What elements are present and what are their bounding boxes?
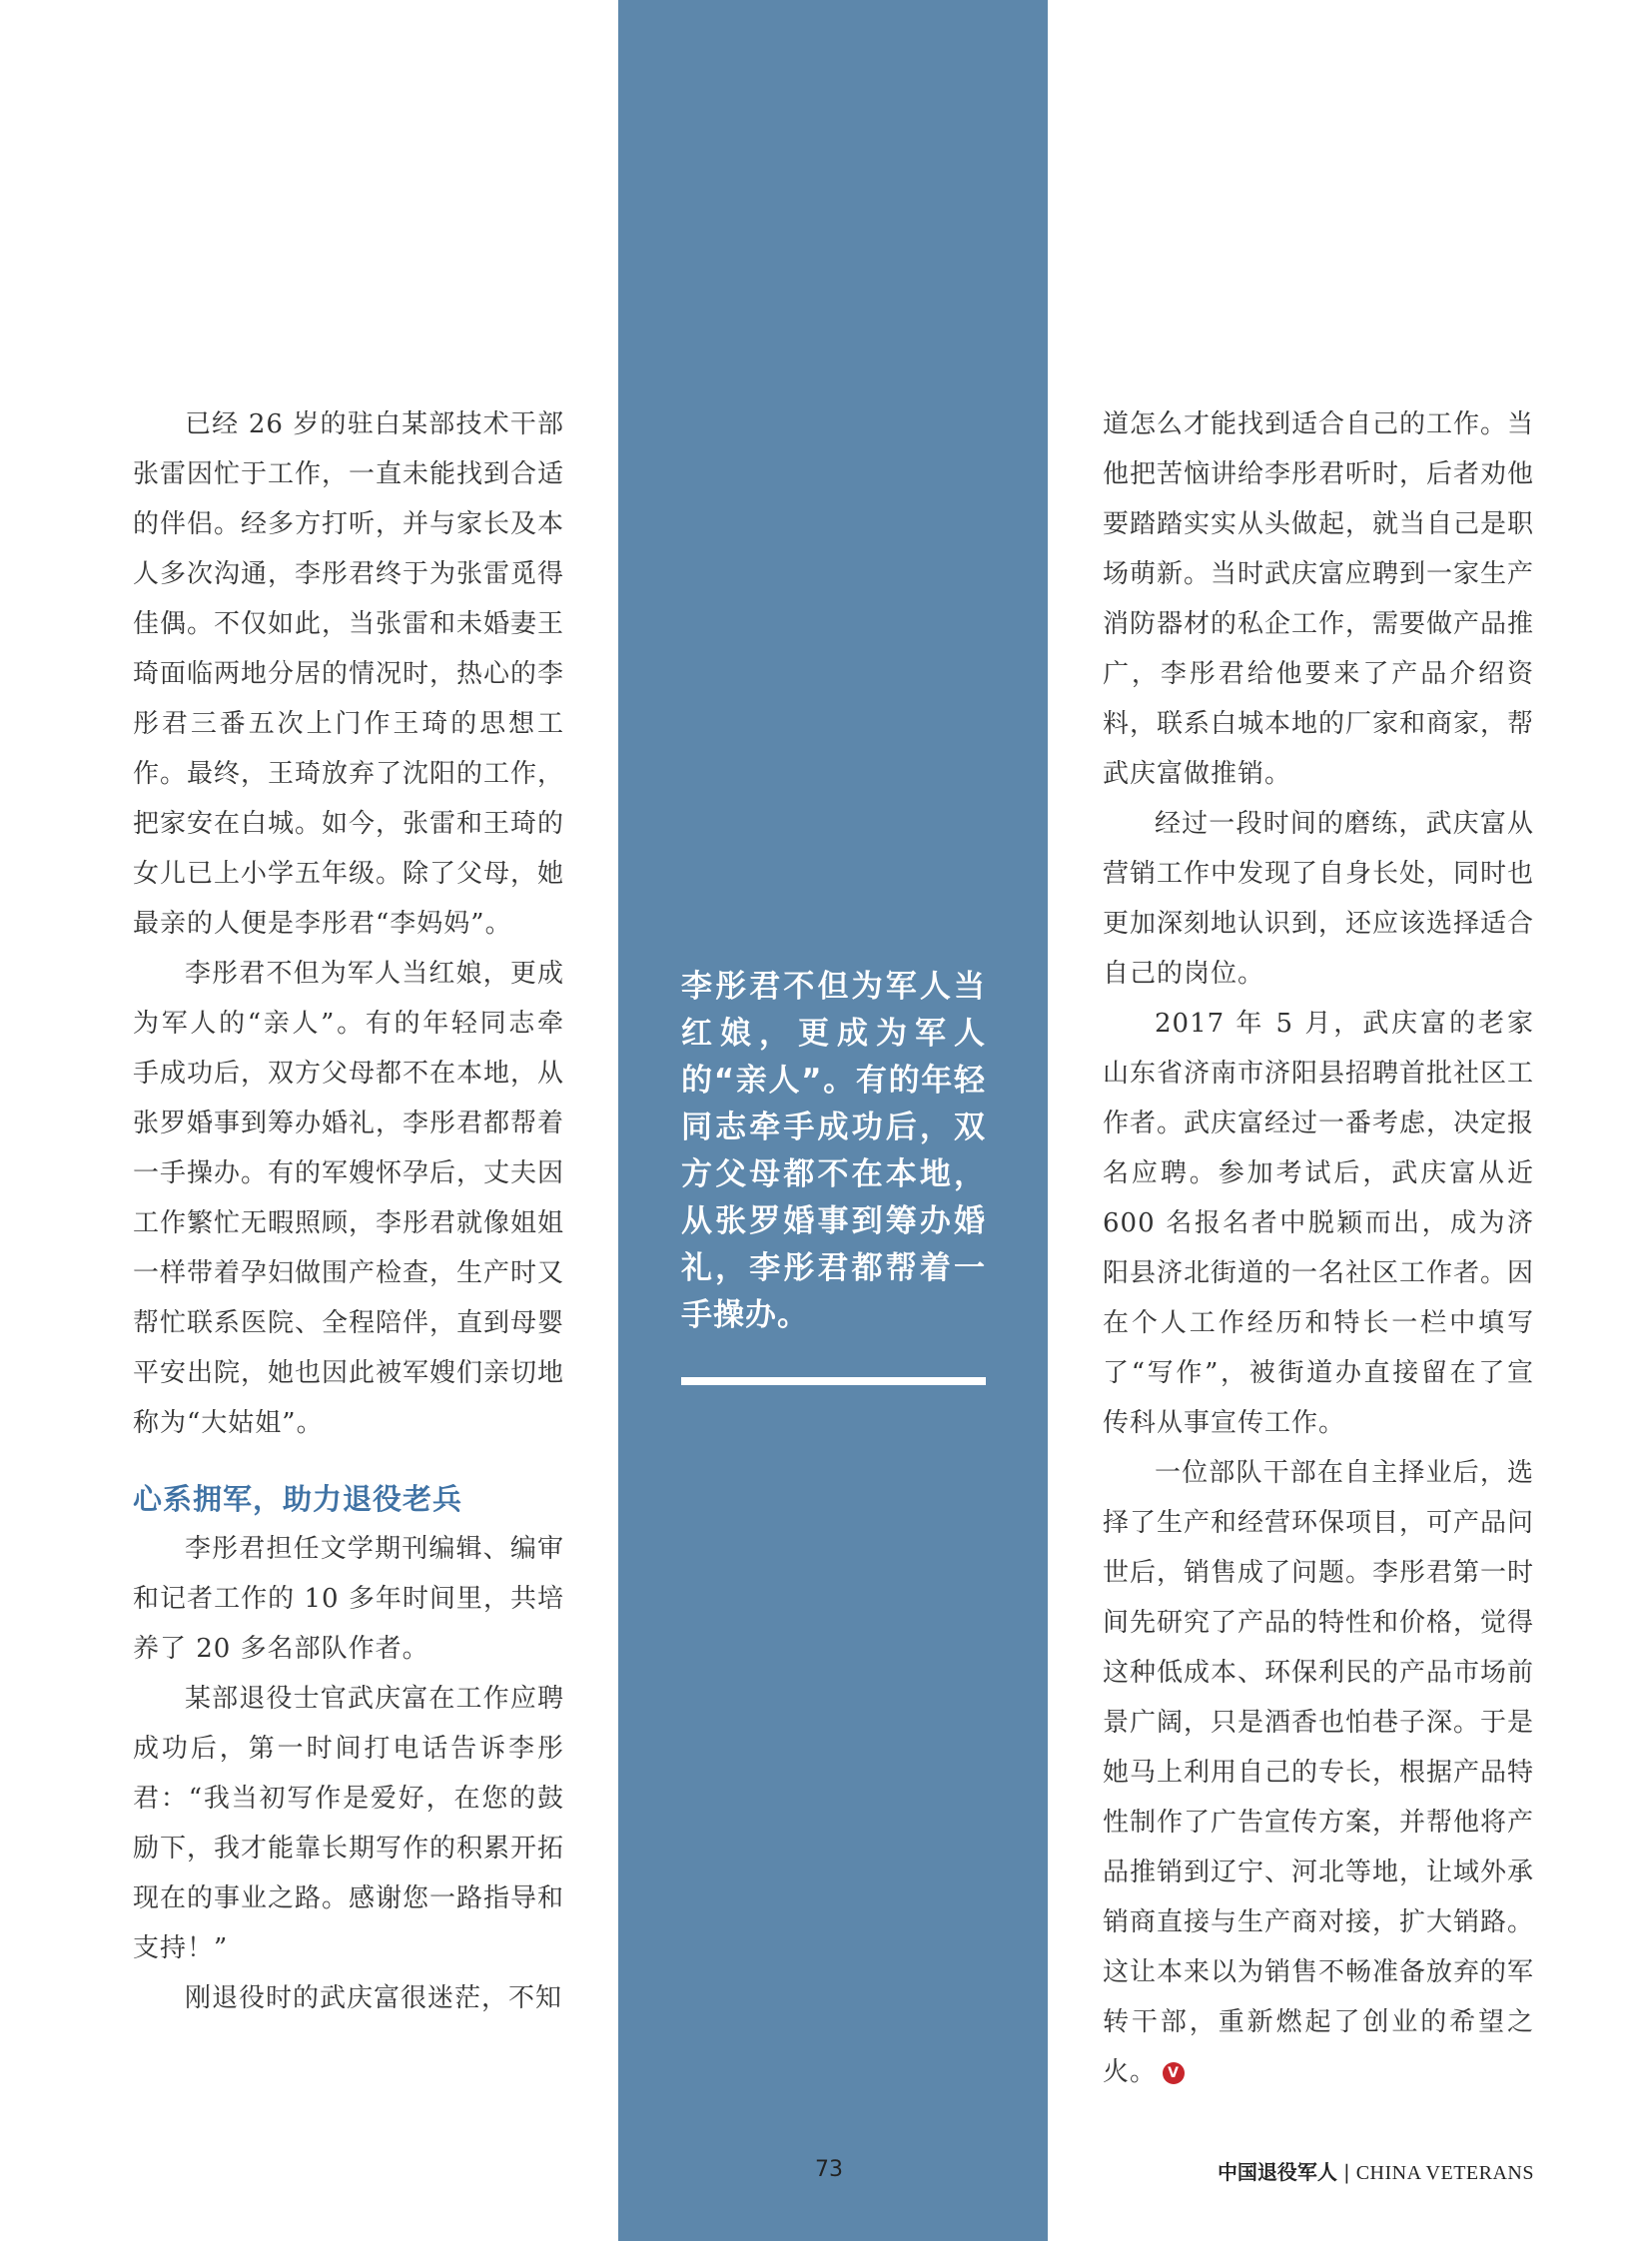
end-mark-icon: V (1163, 2062, 1185, 2084)
magazine-name-en: CHINA VETERANS (1355, 2162, 1534, 2184)
magazine-footer (1218, 2156, 1534, 2185)
footer-separator: | (1342, 2160, 1350, 2184)
paragraph-continuation: 道怎么才能找到适合自己的工作。当他把苦恼讲给李彤君听时，后者劝他要踏踏实实从头做起，就当自己是职场萌新。当时武庆富应聘到一家生产消防器材的私企工作，需要做产品推广，李彤君给他要来了产品介绍资料，联系白城本地的厂家和商家，帮武庆富做推销。 (1103, 409, 1535, 789)
paragraph-zhang-lei: 已经 26 岁的驻白某部技术干部张雷因忙于工作，一直未能找到合适的伴侣。经多方打听，并与家长及本人多次沟通，李彤君终于为张雷觅得佳偶。不仅如此，当张雷和未婚妻王琦面临两地分居的情况时，热心的李彤君三番五次上门作王琦的思想工作。最终，王琦放弃了沈阳的工作，把家安在白城。如今，张雷和王琦的女儿已上小学五年级。除了父母，她最亲的人便是李彤君“李妈妈”。 (133, 409, 565, 939)
section-heading: 心系拥军，助力退役老兵 (133, 1482, 463, 1516)
left-text-column (133, 399, 564, 2023)
paragraph-wu-qingfu-start: 刚退役时的武庆富很迷茫，不知 (185, 1983, 563, 2013)
page-number: 73 (815, 2157, 843, 2182)
paragraph-wu-qingfu-call: 某部退役士官武庆富在工作应聘成功后，第一时间打电话告诉李彤君：“我当初写作是爱好，在您的鼓励下，我才能靠长期写作的积累开拓现在的事业之路。感谢您一路指导和支持！” (133, 1684, 565, 1963)
paragraph-training: 经过一段时间的磨练，武庆富从营销工作中发现了自身长处，同时也更加深刻地认识到，还应该选择适合自己的岗位。 (1103, 809, 1535, 989)
pull-quote-rule (681, 1377, 986, 1385)
paragraph-2017: 2017 年 5 月，武庆富的老家山东省济南市济阳县招聘首批社区工作者。武庆富经过一番考虑，决定报名应聘。参加考试后，武庆富从近 600 名报名者中脱颖而出，成为济阳县济北街道的一名社区工作者。因在个人工作经历和特长一栏中填写了“写作”，被街道办直接留在了宣传科从事宣传工作。 (1103, 1009, 1535, 1438)
paragraph-eco-project (1103, 1448, 1534, 2097)
right-text-column (1103, 399, 1534, 2097)
paragraph-matchmaker: 李彤君不但为军人当红娘，更成为军人的“亲人”。有的年轻同志牵手成功后，双方父母都不在本地，从张罗婚事到筹办婚礼，李彤君都帮着一手操办。有的军嫂怀孕后，丈夫因工作繁忙无暇照顾，李彤君就像姐姐一样带着孕妇做围产检查，生产时又帮忙联系医院、全程陪伴，直到母婴平安出院，她也因此被军嫂们亲切地称为“大姑姐”。 (133, 959, 565, 1438)
paragraph-eco-project-text: 一位部队干部在自主择业后，选择了生产和经营环保项目，可产品问世后，销售成了问题。李彤君第一时间先研究了产品的特性和价格，觉得这种低成本、环保利民的产品市场前景广阔，只是酒香也怕巷子深。于是她马上利用自己的专长，根据产品特性制作了广告宣传方案，并帮他将产品推销到辽宁、河北等地，让域外承销商直接与生产商对接，扩大销路。这让本来以为销售不畅准备放弃的军转干部，重新燃起了创业的希望之火。 (1103, 1458, 1535, 2087)
pull-quote: 李彤君不但为军人当红娘，更成为军人的“亲人”。有的年轻同志牵手成功后，双方父母都不在本地，从张罗婚事到筹办婚礼，李彤君都帮着一手操办。 (681, 969, 986, 1333)
magazine-name-cn: 中国退役军人 (1217, 2160, 1337, 2184)
paragraph-editor-career: 李彤君担任文学期刊编辑、编审和记者工作的 10 多年时间里，共培养了 20 多名部队作者。 (133, 1534, 564, 1664)
